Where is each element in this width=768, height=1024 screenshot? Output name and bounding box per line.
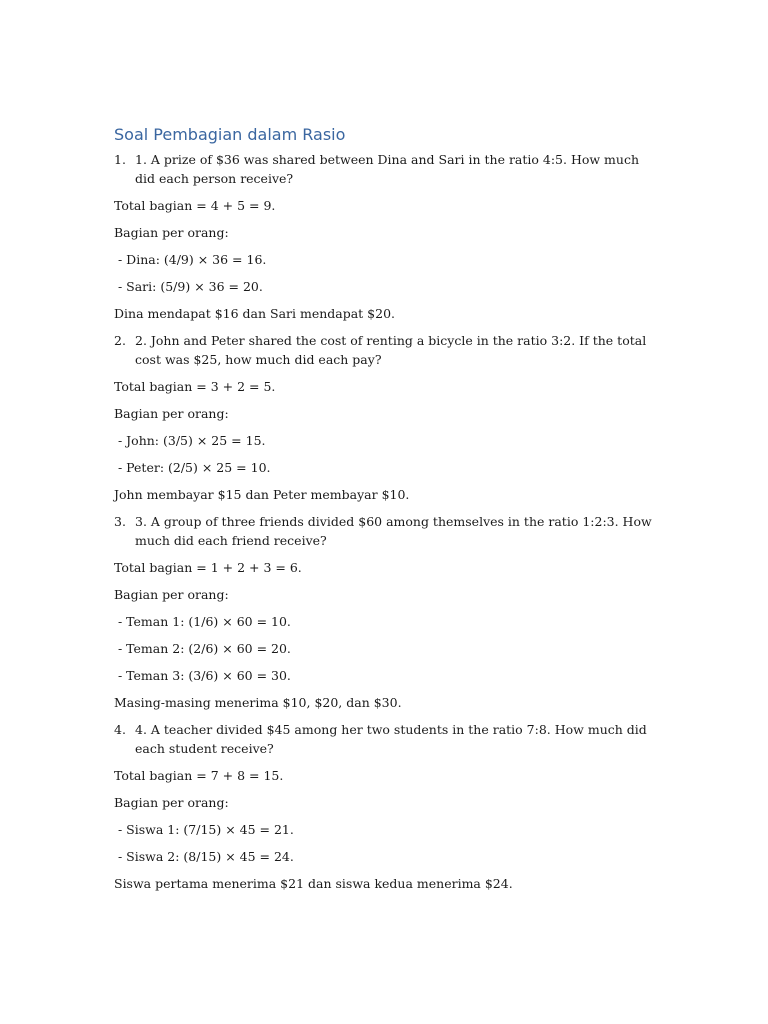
solution-line: - Dina: (4/9) × 36 = 16. — [114, 252, 267, 267]
solution-line: Total bagian = 1 + 2 + 3 = 6. — [114, 560, 302, 575]
problem-2-question — [114, 331, 659, 369]
list-number: 2. — [114, 333, 126, 348]
answer-line: Masing-masing menerima $10, $20, dan $30. — [114, 695, 402, 710]
question-text: 3. A group of three friends divided $60 among themselves in the ratio 1:2:3. How much did each friend receive? — [135, 514, 652, 548]
list-number: 4. — [114, 722, 126, 737]
answer-line: John membayar $15 dan Peter membayar $10. — [114, 487, 410, 502]
answer-line: Siswa pertama menerima $21 dan siswa kedua menerima $24. — [114, 876, 513, 891]
solution-line: Bagian per orang: — [114, 406, 229, 421]
question-text: 4. A teacher divided $45 among her two students in the ratio 7:8. How much did each student receive? — [135, 722, 647, 756]
question-text: 2. John and Peter shared the cost of renting a bicycle in the ratio 3:2. If the total cost was $25, how much did each pay? — [135, 333, 647, 367]
solution-line: - Siswa 2: (8/15) × 45 = 24. — [114, 849, 294, 864]
solution-line: - Peter: (2/5) × 25 = 10. — [114, 460, 271, 475]
solution-line: Total bagian = 3 + 2 = 5. — [114, 379, 276, 394]
document-title: Soal Pembagian dalam Rasio — [114, 125, 346, 144]
list-number: 3. — [114, 514, 126, 529]
solution-line: Bagian per orang: — [114, 225, 229, 240]
solution-line: - Teman 2: (2/6) × 60 = 20. — [114, 641, 291, 656]
solution-line: Bagian per orang: — [114, 795, 229, 810]
solution-line: - Siswa 1: (7/15) × 45 = 21. — [114, 822, 294, 837]
solution-line: - Teman 1: (1/6) × 60 = 10. — [114, 614, 291, 629]
problem-3-question — [114, 512, 659, 550]
solution-line: - John: (3/5) × 25 = 15. — [114, 433, 266, 448]
solution-line: - Teman 3: (3/6) × 60 = 30. — [114, 668, 291, 683]
problem-4-question — [114, 720, 659, 758]
solution-line: Bagian per orang: — [114, 587, 229, 602]
solution-line: Total bagian = 4 + 5 = 9. — [114, 198, 276, 213]
question-text: 1. A prize of $36 was shared between Dina and Sari in the ratio 4:5. How much did each person receive? — [135, 152, 640, 186]
list-number: 1. — [114, 152, 126, 167]
answer-line: Dina mendapat $16 dan Sari mendapat $20. — [114, 306, 396, 321]
solution-line: Total bagian = 7 + 8 = 15. — [114, 768, 284, 783]
document-page — [114, 124, 659, 901]
solution-line: - Sari: (5/9) × 36 = 20. — [114, 279, 263, 294]
problem-1-question — [114, 150, 659, 188]
